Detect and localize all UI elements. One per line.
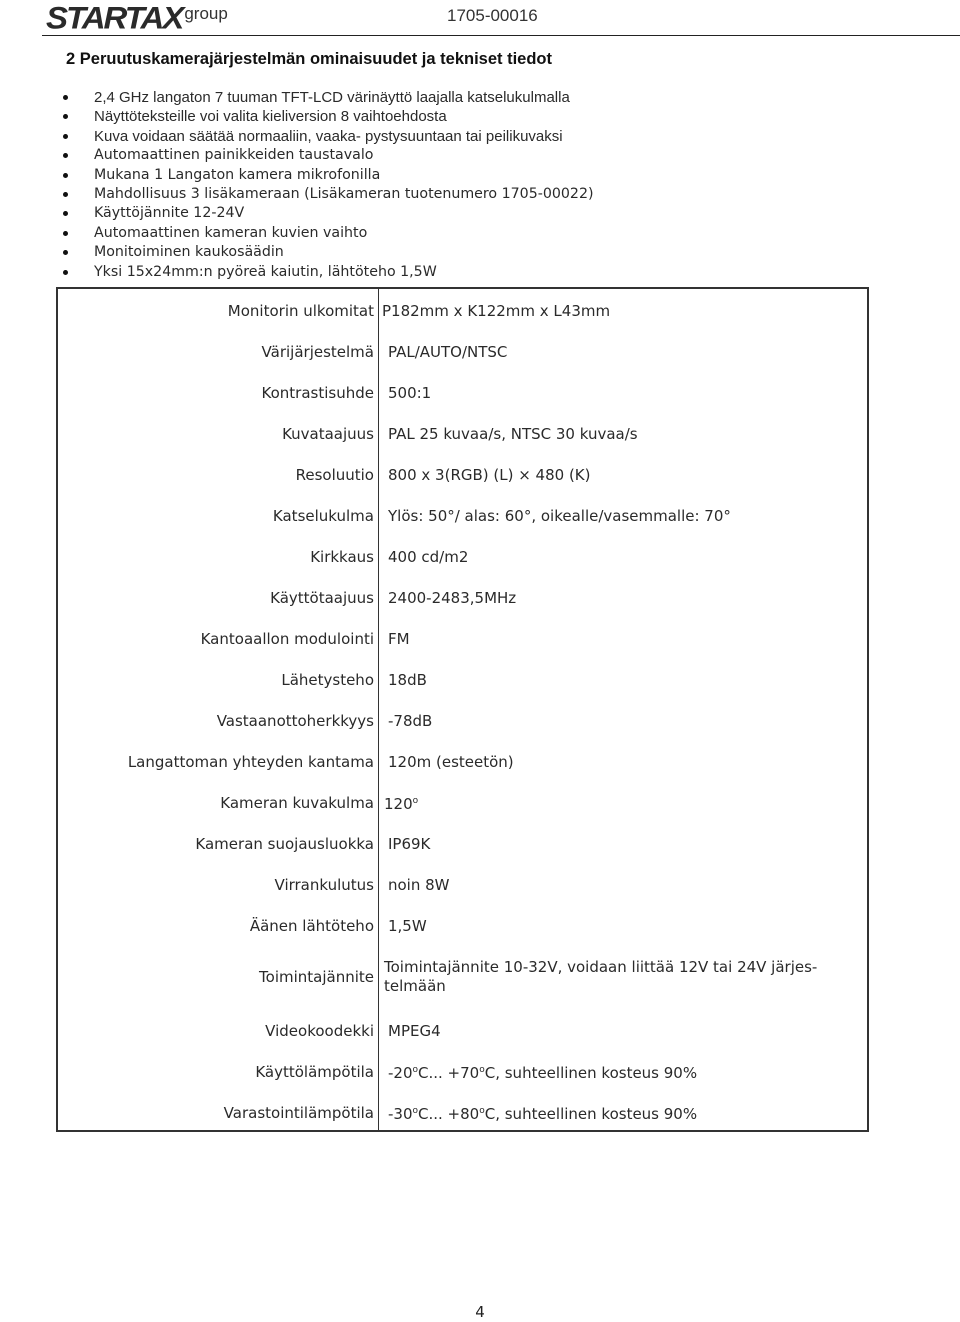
feature-item xyxy=(62,243,594,262)
spec-row xyxy=(58,1099,867,1127)
spec-table xyxy=(56,287,869,1132)
spec-value: 400 cd/m2 xyxy=(388,547,469,566)
startax-logo xyxy=(46,1,228,35)
spec-row xyxy=(58,379,867,407)
spec-value: $-30^oC$... $+80^oC$, suhteellinen kosteus 90% xyxy=(388,1105,698,1123)
spec-value: 1,5W xyxy=(388,916,427,935)
bullet-icon xyxy=(63,153,68,158)
spec-label: Katselukulma xyxy=(272,507,374,525)
section-title: 2 Peruutuskamerajärjestelmän ominaisuudet ja tekniset tiedot xyxy=(66,50,552,68)
spec-value: $-20^oC$... $+70^oC$, suhteellinen kosteus 90% xyxy=(388,1064,698,1082)
feature-text: Automaattinen kameran kuvien vaihto xyxy=(94,224,368,241)
logo-mark: STARTAX xyxy=(46,0,183,36)
logo-suffix: group xyxy=(184,4,228,23)
spec-label: Käyttötaajuus xyxy=(270,589,374,607)
bullet-icon xyxy=(63,250,68,255)
feature-text: Yksi 15x24mm:n pyöreä kaiutin, lähtöteho 1,5W xyxy=(94,263,437,280)
feature-item xyxy=(62,185,594,204)
spec-row xyxy=(58,871,867,899)
spec-label: Kantoaallon modulointi xyxy=(200,630,374,648)
spec-label: Virrankulutus xyxy=(274,876,374,894)
bullet-icon xyxy=(63,134,68,139)
spec-label: Langattoman yhteyden kantama xyxy=(127,753,374,771)
spec-label: Resoluutio xyxy=(295,466,374,484)
spec-value: FM xyxy=(388,629,410,648)
spec-value: IP69K xyxy=(388,834,431,853)
spec-row xyxy=(58,338,867,366)
spec-row xyxy=(58,584,867,612)
feature-text: Automaattinen painikkeiden taustavalo xyxy=(94,147,374,164)
degree-sup: o xyxy=(412,796,419,806)
spec-value: 500:1 xyxy=(388,383,432,402)
spec-row xyxy=(58,420,867,448)
feature-item xyxy=(62,224,594,243)
spec-value: -78dB xyxy=(388,711,433,730)
spec-label: Kameran kuvakulma xyxy=(220,794,374,812)
spec-value: 120$^o$ xyxy=(384,795,419,813)
spec-row xyxy=(58,625,867,653)
spec-label: Toimintajännite xyxy=(259,968,374,986)
feature-item xyxy=(62,263,594,282)
feature-item xyxy=(62,127,594,146)
spec-row xyxy=(58,297,867,325)
bullet-icon xyxy=(63,192,68,197)
feature-item xyxy=(62,204,594,223)
spec-row xyxy=(58,461,867,489)
spec-value: noin 8W xyxy=(388,875,450,894)
spec-value: 2400-2483,5MHz xyxy=(388,588,517,607)
spec-value: 120m (esteetön) xyxy=(388,752,514,771)
degree-sup: o xyxy=(412,1065,419,1075)
spec-row xyxy=(58,502,867,530)
bullet-icon xyxy=(63,270,68,275)
degree-sup: o xyxy=(412,1106,419,1116)
spec-label: Käyttölämpötila xyxy=(255,1063,374,1081)
spec-label: Varastointilämpötila xyxy=(223,1104,374,1122)
spec-value: MPEG4 xyxy=(388,1021,441,1040)
spec-label: Vastaanottoherkkyys xyxy=(216,712,374,730)
page-number: 4 xyxy=(475,1303,485,1321)
feature-text: Kuva voidaan säätää normaaliin, vaaka- pystysuuntaan tai peilikuvaksi xyxy=(94,127,563,145)
feature-text: Käyttöjännite 12-24V xyxy=(94,205,245,222)
degree-sup: o xyxy=(479,1065,485,1075)
document-number: 1705-00016 xyxy=(447,6,538,25)
spec-value: PAL 25 kuvaa/s, NTSC 30 kuvaa/s xyxy=(388,424,638,443)
feature-item xyxy=(62,107,594,126)
spec-label: Kuvataajuus xyxy=(282,425,374,443)
feature-item xyxy=(62,166,594,185)
spec-row xyxy=(58,748,867,776)
spec-row xyxy=(58,1058,867,1086)
spec-value: PAL/AUTO/NTSC xyxy=(388,342,508,361)
spec-row xyxy=(58,830,867,858)
spec-row xyxy=(58,543,867,571)
bullet-icon xyxy=(63,114,68,119)
spec-value: Ylös: 50°/ alas: 60°, oikealle/vasemmalle: 70° xyxy=(388,506,731,525)
header-rule xyxy=(42,35,960,36)
feature-item xyxy=(62,146,594,165)
spec-row xyxy=(58,1017,867,1045)
spec-label: Monitorin ulkomitat xyxy=(227,302,374,320)
spec-value: 800 x 3(RGB) (L) × 480 (K) xyxy=(388,465,591,484)
degree-sup: o xyxy=(479,1106,485,1116)
spec-label: Äänen lähtöteho xyxy=(249,917,374,935)
feature-text: Mahdollisuus 3 lisäkameraan (Lisäkameran tuotenumero 1705-00022) xyxy=(94,185,594,202)
spec-label: Kameran suojausluokka xyxy=(195,835,374,853)
bullet-icon xyxy=(63,95,68,100)
bullet-icon xyxy=(63,173,68,178)
spec-label: Kirkkaus xyxy=(310,548,374,566)
spec-label: Videokoodekki xyxy=(265,1022,374,1040)
feature-text: Näyttöteksteille voi valita kieliversion 8 vaihtoehdosta xyxy=(94,108,447,126)
feature-item xyxy=(62,88,594,107)
bullet-icon xyxy=(63,211,68,216)
feature-list xyxy=(62,88,594,282)
feature-text: Mukana 1 Langaton kamera mikrofonilla xyxy=(94,166,381,183)
bullet-icon xyxy=(63,231,68,236)
spec-label: Kontrastisuhde xyxy=(261,384,374,402)
feature-text: Monitoiminen kaukosäädin xyxy=(94,244,284,261)
spec-label: Lähetysteho xyxy=(281,671,374,689)
spec-value: Toimintajännite 10-32V, voidaan liittää 12V tai 24V järjes- telmään xyxy=(384,958,818,995)
feature-text: 2,4 GHz langaton 7 tuuman TFT-LCD värinäyttö laajalla katselukulmalla xyxy=(94,89,570,106)
spec-label: Värijärjestelmä xyxy=(261,343,374,361)
spec-row xyxy=(58,953,867,1001)
spec-row xyxy=(58,666,867,694)
spec-row xyxy=(58,707,867,735)
spec-row xyxy=(58,789,867,817)
page-header xyxy=(0,0,960,38)
spec-value: P182mm x K122mm x L43mm xyxy=(382,301,611,320)
spec-row xyxy=(58,912,867,940)
spec-value: 18dB xyxy=(388,670,427,689)
